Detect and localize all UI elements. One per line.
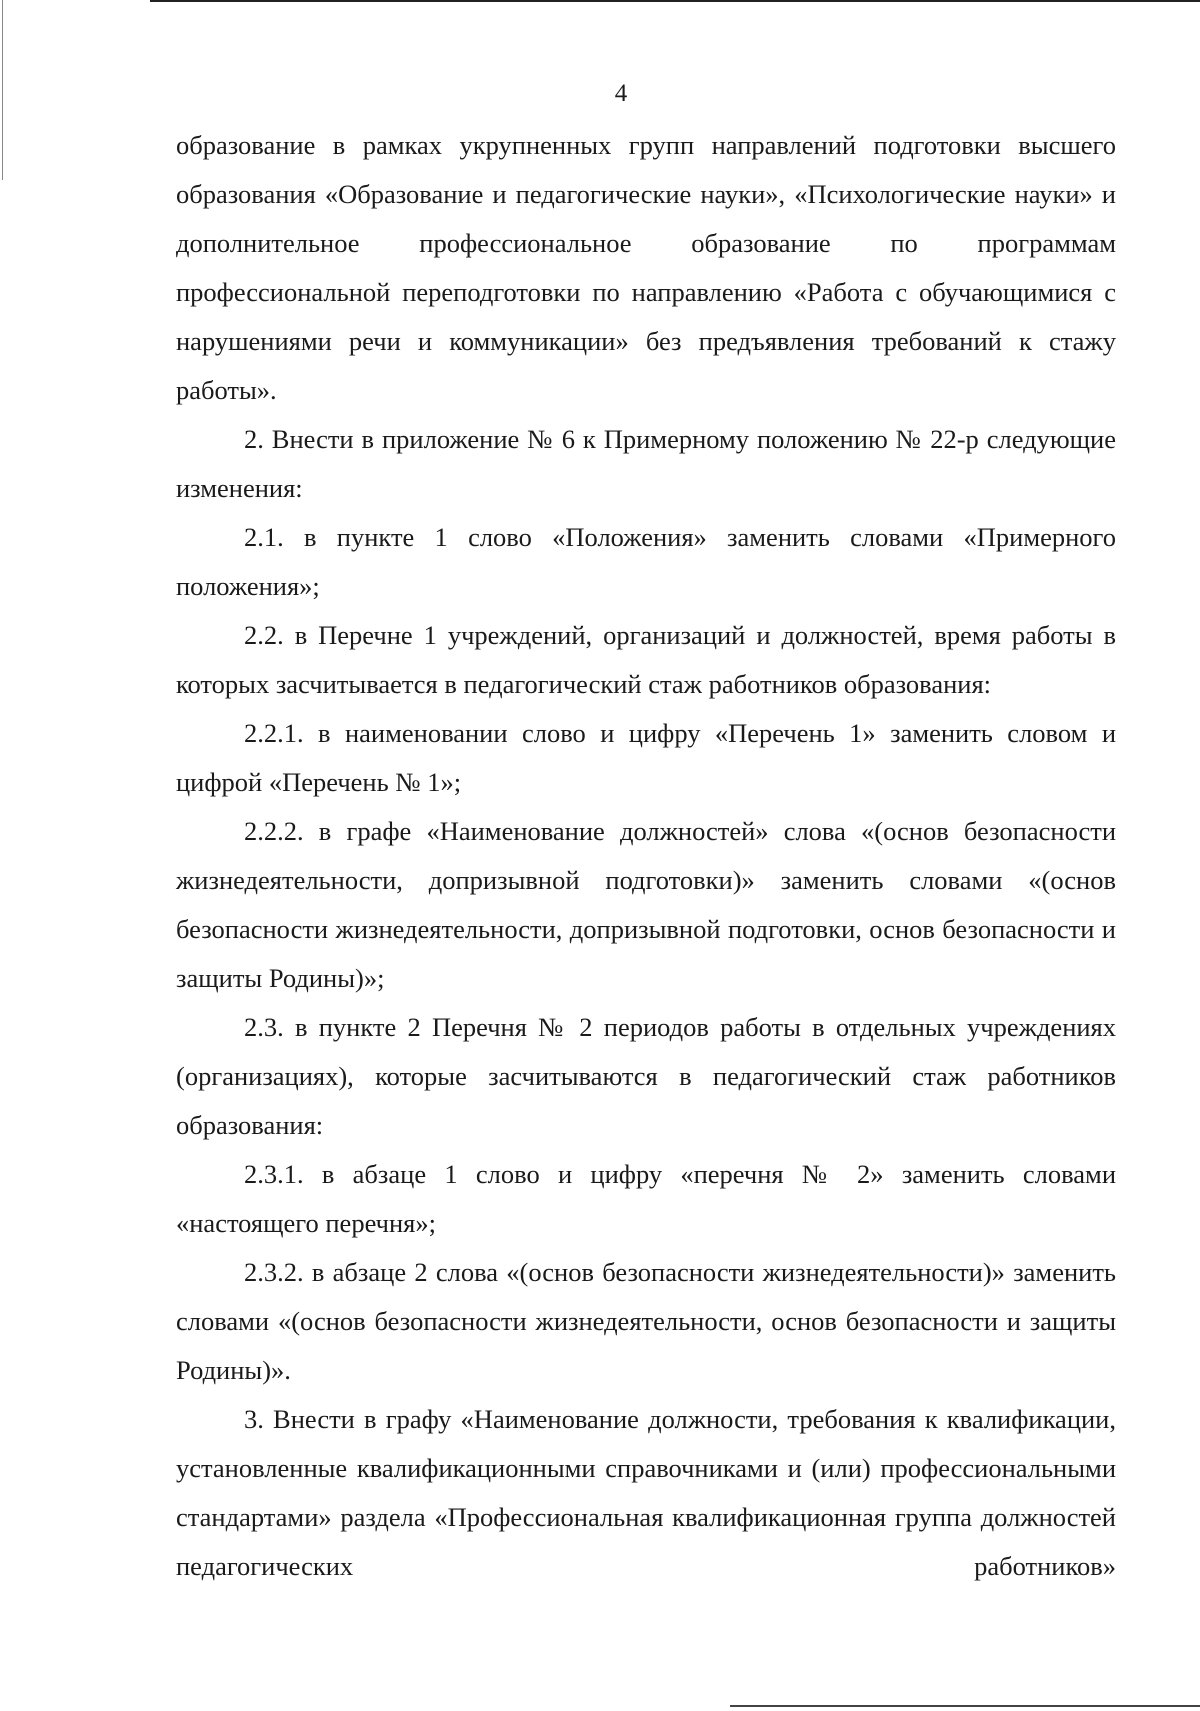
page-number: 4 — [614, 80, 628, 107]
paragraph-item-2: 2. Внести в приложение № 6 к Примерному положению № 22-р следующие изменения: — [176, 424, 1116, 503]
bottom-scan-edge — [730, 1705, 1200, 1707]
paragraph-item-2-3: 2.3. в пункте 2 Перечня № 2 периодов работы в отдельных учреждениях (организациях), которые засчитываются в педагогический стаж работников образования: — [176, 1012, 1116, 1140]
top-scan-edge — [150, 0, 1200, 2]
paragraph-item-2-2-2: 2.2.2. в графе «Наименование должностей» слова «(основ безопасности жизнедеятельности, допризывной подготовки)» заменить словами «(основ безопасности жизнедеятельности, допризывной подготовки, основ безопасности и защиты Родины)»; — [176, 816, 1116, 993]
paragraph-continuation: образование в рамках укрупненных групп направлений подготовки высшего образования «Образование и педагогические науки», «Психологические науки» и дополнительное профессиональное образование по программам профессиональной переподготовки по направлению «Работа с обучающимися с нарушениями речи и коммуникации» без предъявления требований к стажу работы». — [176, 130, 1116, 405]
paragraph-item-3: 3. Внести в графу «Наименование должности, требования к квалификации, установленные квалификационными справочниками и (или) профессиональными стандартами» раздела «Профессиональная квалификационная группа должностей педагогических работников» — [176, 1404, 1116, 1581]
paragraph-item-2-3-1: 2.3.1. в абзаце 1 слово и цифру «перечня № 2» заменить словами «настоящего перечня»; — [176, 1159, 1116, 1238]
paragraph-item-2-1: 2.1. в пункте 1 слово «Положения» заменить словами «Примерного положения»; — [176, 522, 1116, 601]
paragraph-item-2-2-1: 2.2.1. в наименовании слово и цифру «Перечень 1» заменить словом и цифрой «Перечень № 1»; — [176, 718, 1116, 797]
document-body — [176, 121, 1116, 1591]
paragraph-item-2-2: 2.2. в Перечне 1 учреждений, организаций и должностей, время работы в которых засчитывается в педагогический стаж работников образования: — [176, 620, 1116, 699]
paragraph-item-2-3-2: 2.3.2. в абзаце 2 слова «(основ безопасности жизнедеятельности)» заменить словами «(основ безопасности жизнедеятельности, основ безопасности и защиты Родины)». — [176, 1257, 1116, 1385]
